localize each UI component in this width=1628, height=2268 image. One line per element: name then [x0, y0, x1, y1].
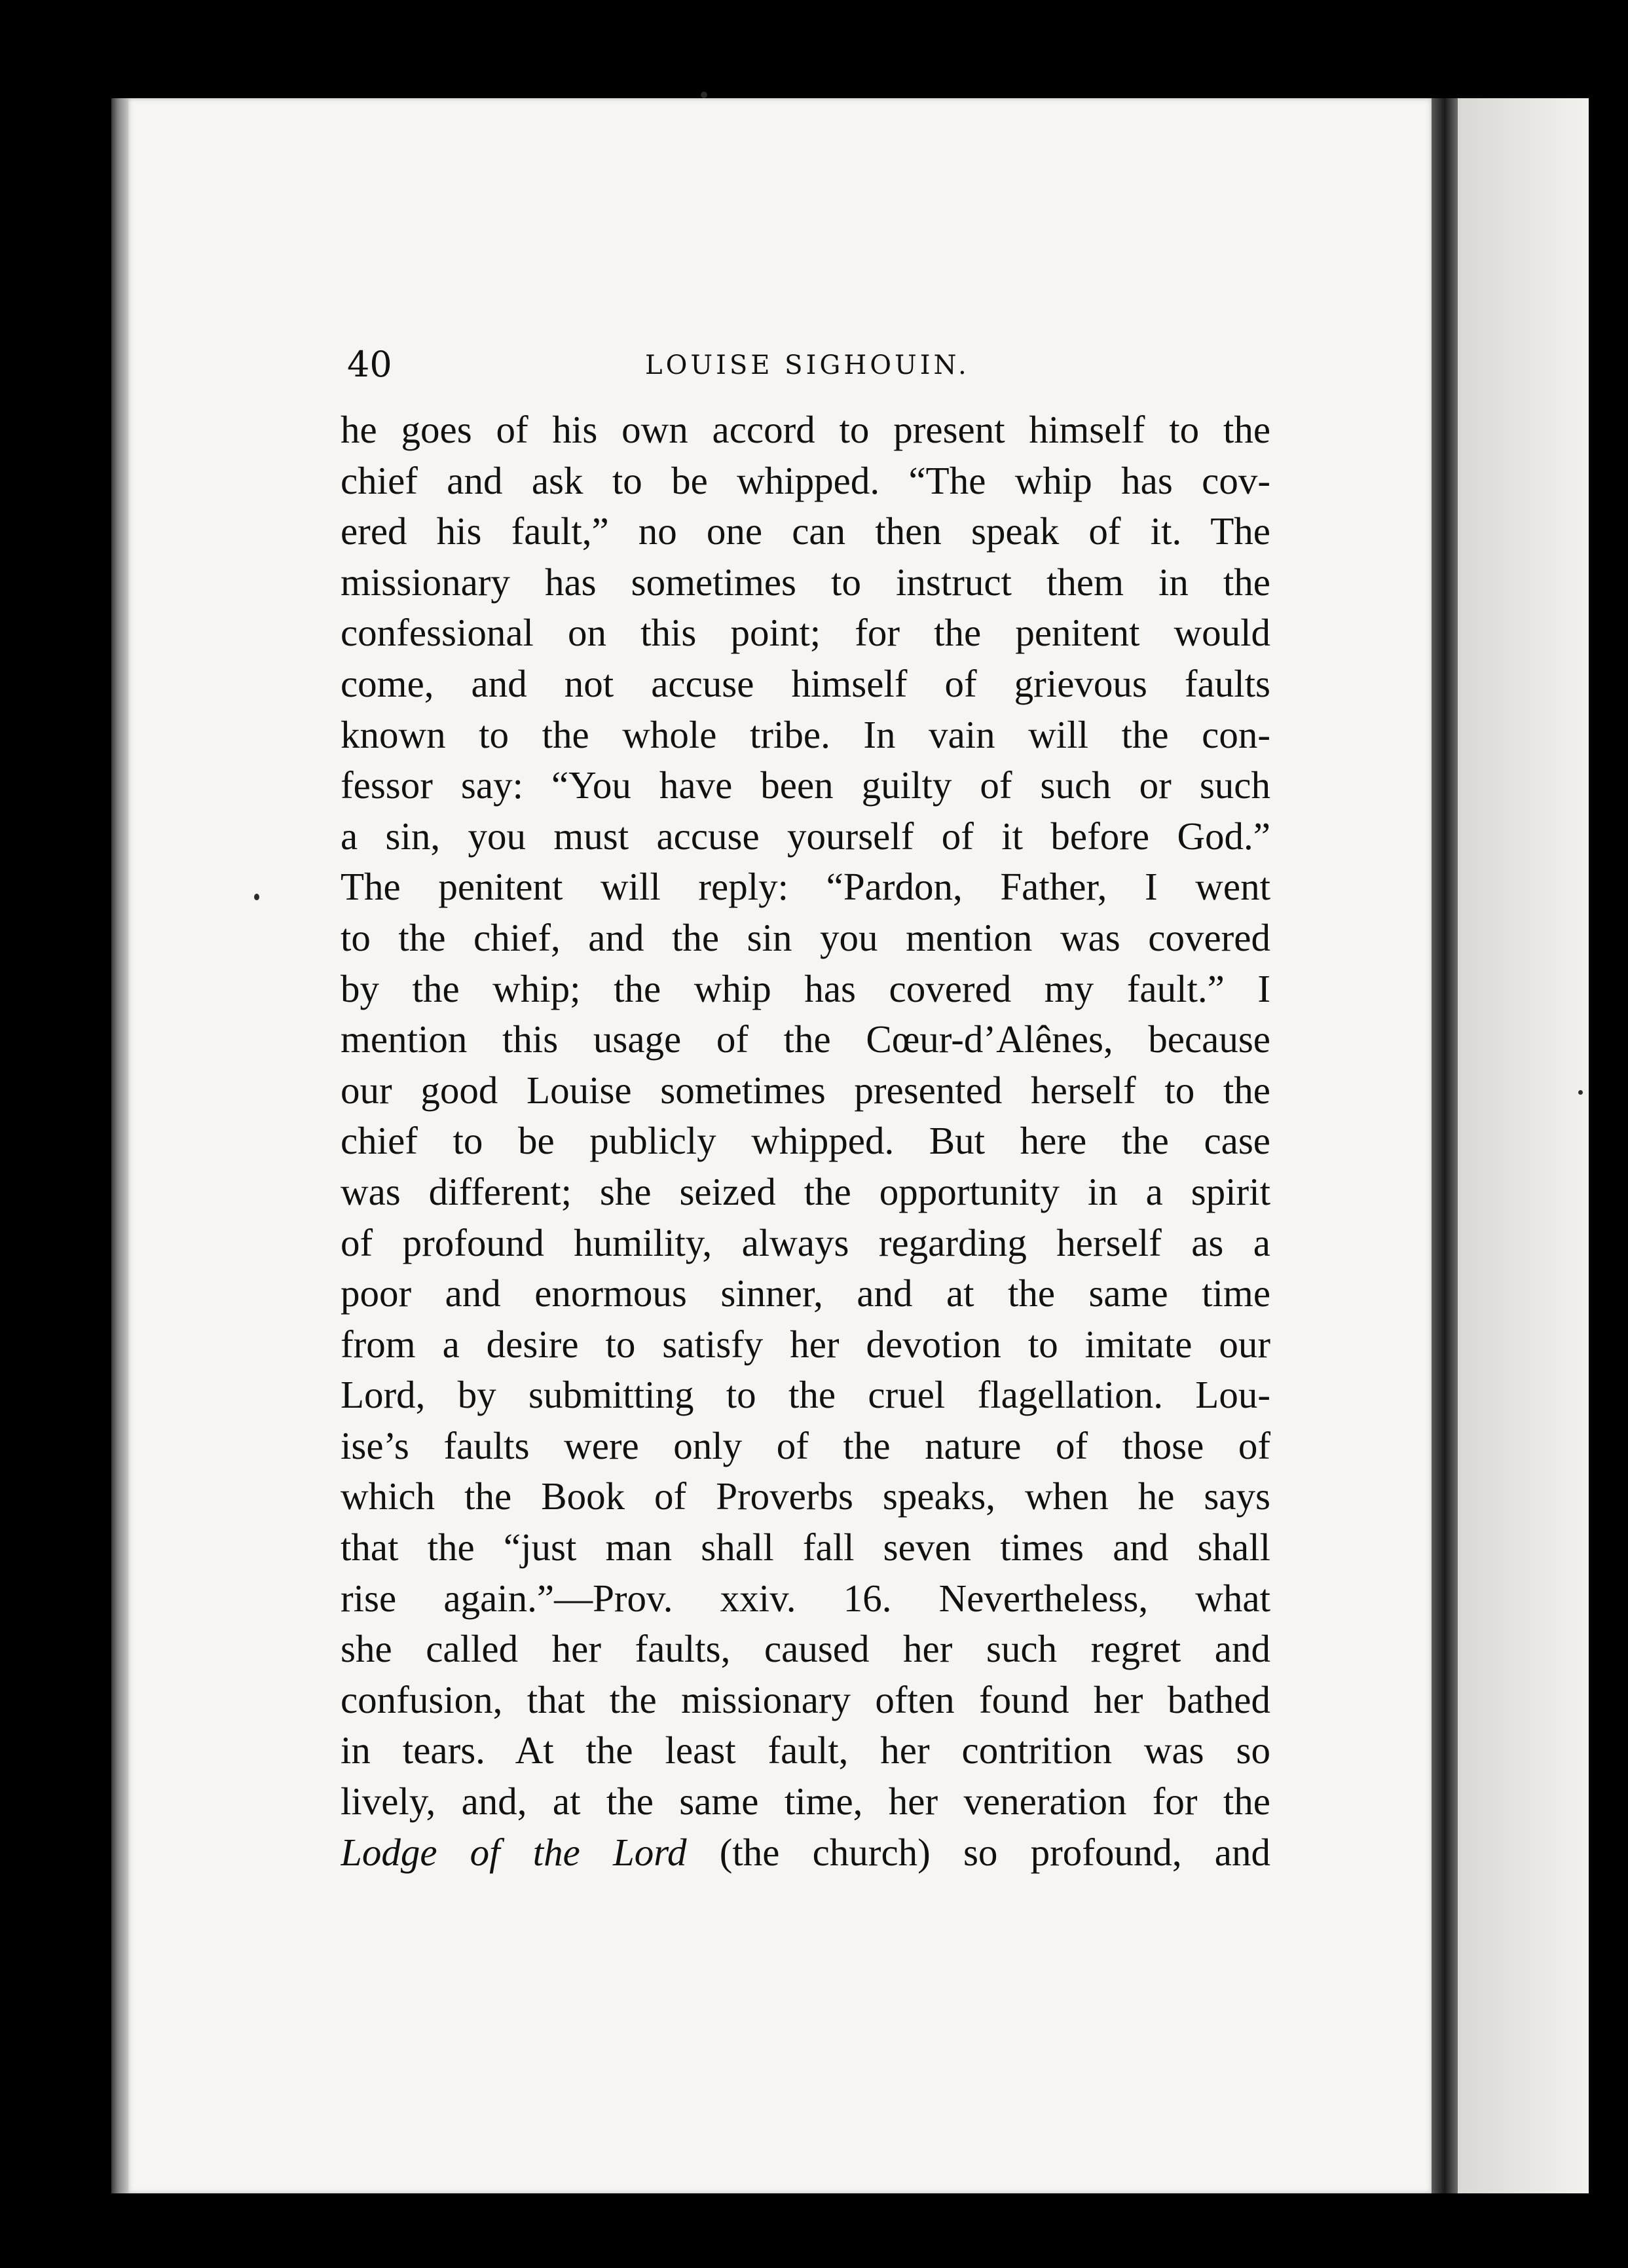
text-line: fessor say: “You have been guilty of such or such [341, 763, 1270, 807]
text-line: poor and enormous sinner, and at the same time [341, 1271, 1270, 1315]
text-line: confessional on this point; for the penitent would [341, 611, 1270, 655]
text-line: by the whip; the whip has covered my fault.” I [341, 966, 1270, 1010]
running-title: LOUISE SIGHOUIN. [645, 350, 970, 380]
text-line: a sin, you must accuse yourself of it before God.” [341, 814, 1270, 858]
page-number: 40 [347, 344, 392, 385]
text-line: she called her faults, caused her such regret and [341, 1627, 1270, 1671]
text-fragment: (the church) so profound, and [686, 1830, 1270, 1874]
book-left-edge [111, 98, 130, 2193]
text-line: our good Louise sometimes presented herself to the [341, 1068, 1270, 1112]
facing-page-edge [1458, 98, 1589, 2193]
book-gutter [1432, 98, 1458, 2193]
dust-speck [1578, 1090, 1583, 1095]
text-line: come, and not accuse himself of grievous faults [341, 661, 1270, 705]
text-line: ered his fault,” no one can then speak of it. The [341, 509, 1270, 553]
text-line: of profound humility, always regarding herself as a [341, 1220, 1270, 1264]
text-line: missionary has sometimes to instruct them in the [341, 560, 1270, 604]
text-line: mention this usage of the Cœur-d’Alênes, because [341, 1017, 1270, 1061]
text-line: chief to be publicly whipped. But here the case [341, 1119, 1270, 1163]
italic-phrase: Lodge of the Lord [341, 1830, 687, 1874]
text-line: confusion, that the missionary often found her bathed [341, 1677, 1270, 1721]
text-line-last [341, 1827, 1270, 1878]
text-line: ise’s faults were only of the nature of those of [341, 1423, 1270, 1467]
running-head [347, 344, 1264, 403]
text-line: known to the whole tribe. In vain will the con- [341, 712, 1270, 756]
dust-speck [254, 894, 259, 900]
body-text [341, 405, 1270, 1878]
text-line: he goes of his own accord to present himself to the [341, 408, 1270, 451]
dust-speck [701, 92, 707, 98]
text-line: in tears. At the least fault, her contrition was so [341, 1728, 1270, 1772]
text-line: from a desire to satisfy her devotion to imitate our [341, 1322, 1270, 1366]
text-line: which the Book of Proverbs speaks, when he says [341, 1474, 1270, 1518]
text-line: was different; she seized the opportunity in a spirit [341, 1169, 1270, 1213]
text-line: lively, and, at the same time, her veneration for the [341, 1780, 1270, 1823]
text-line: that the “just man shall fall seven times and shall [341, 1526, 1270, 1569]
text-line: Lord, by submitting to the cruel flagellation. Lou- [341, 1373, 1270, 1417]
text-line: to the chief, and the sin you mention was covered [341, 915, 1270, 959]
text-line: rise again.”—Prov. xxiv. 16. Nevertheless, what [341, 1576, 1270, 1620]
text-line: The penitent will reply: “Pardon, Father, I went [341, 865, 1270, 909]
text-line: chief and ask to be whipped. “The whip has cov- [341, 458, 1270, 502]
